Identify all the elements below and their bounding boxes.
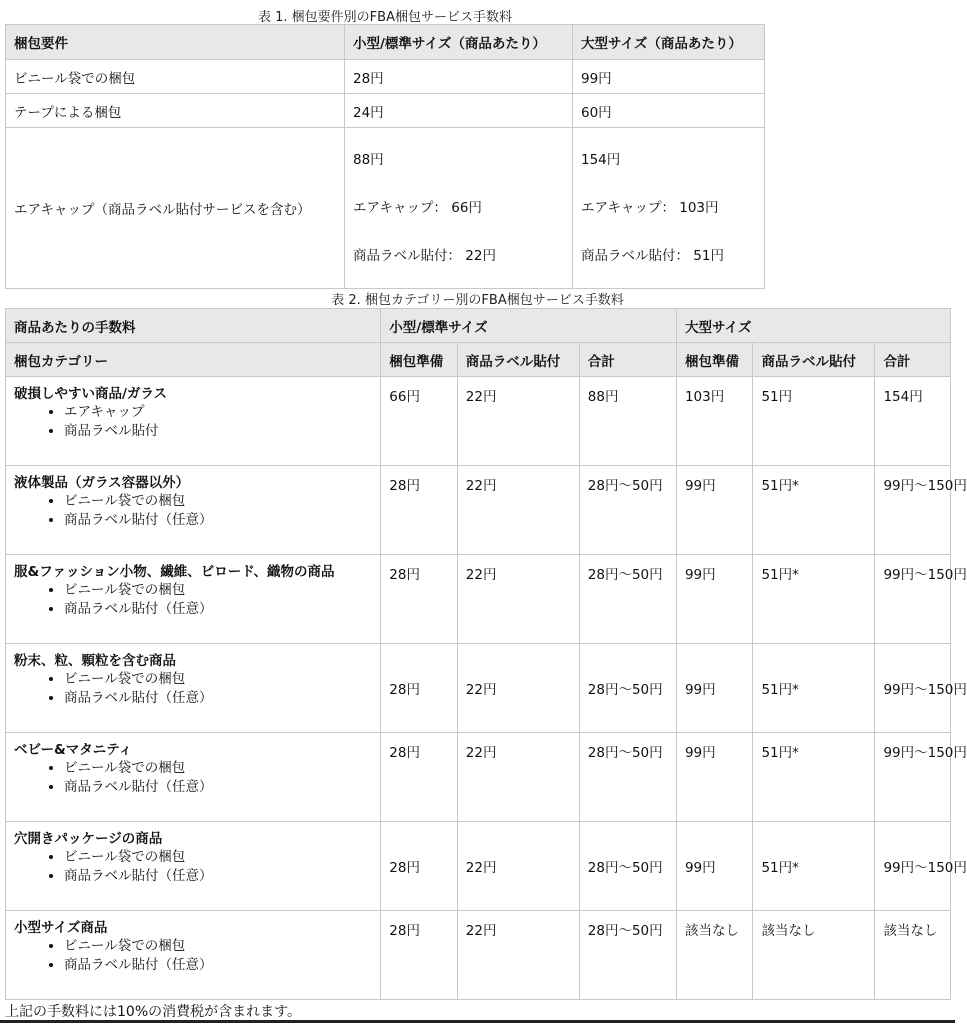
table-row	[6, 644, 951, 733]
list-item: • 商品ラベル貼付	[64, 422, 376, 441]
large-total-cell: 154円	[875, 377, 951, 466]
list-item: • 商品ラベル貼付（任意）	[64, 778, 376, 797]
small-fee-cell: 24円	[345, 94, 573, 128]
category-cell	[6, 822, 381, 911]
small-fee-breakdown	[345, 128, 573, 289]
header-small-standard: 小型/標準サイズ（商品あたり）	[345, 25, 573, 60]
large-label-cell: 51円*	[753, 733, 875, 822]
small-label-cell: 22円	[457, 911, 579, 1000]
category-cell	[6, 555, 381, 644]
category-name: 粉末、粒、顆粒を含む商品	[14, 653, 176, 669]
header-small-label: 商品ラベル貼付	[457, 343, 579, 377]
list-item: • ビニール袋での梱包	[64, 670, 376, 689]
list-item: • 商品ラベル貼付（任意）	[64, 689, 376, 708]
large-label-cell: 51円*	[753, 466, 875, 555]
large-total-cell: 99円〜150円	[875, 733, 951, 822]
large-prep-cell: 99円	[676, 822, 753, 911]
list-item: • エアキャップ	[64, 403, 376, 422]
table-row	[6, 466, 951, 555]
header-fee-per-item: 商品あたりの手数料	[6, 309, 381, 343]
header-small-total: 合計	[579, 343, 676, 377]
large-label-fee: 商品ラベル貼付： 51円	[581, 248, 724, 264]
large-total: 154円	[581, 152, 621, 168]
header-large-total: 合計	[875, 343, 951, 377]
small-prep-cell: 28円	[381, 644, 458, 733]
table2-caption: 表 2. 梱包カテゴリー別のFBA梱包サービス手数料	[331, 293, 624, 308]
large-prep-cell: 99円	[676, 555, 753, 644]
category-cell	[6, 377, 381, 466]
category-bullets	[14, 581, 376, 619]
category-bullets	[14, 492, 376, 530]
category-bullets	[14, 670, 376, 708]
large-total-cell: 99円〜150円	[875, 822, 951, 911]
small-total-cell: 28円〜50円	[579, 644, 676, 733]
large-label-cell: 51円*	[753, 644, 875, 733]
list-item: • ビニール袋での梱包	[64, 492, 376, 511]
large-prep-cell: 99円	[676, 733, 753, 822]
small-fee-cell: 28円	[345, 60, 573, 94]
small-total-cell: 28円〜50円	[579, 822, 676, 911]
small-prep-cell: 28円	[381, 733, 458, 822]
small-total-cell: 28円〜50円	[579, 911, 676, 1000]
small-label-cell: 22円	[457, 555, 579, 644]
table-row	[6, 733, 951, 822]
large-bubble-fee: エアキャップ： 103円	[581, 200, 719, 216]
large-total-cell: 99円〜150円	[875, 555, 951, 644]
small-total-cell: 28円〜50円	[579, 733, 676, 822]
header-category: 梱包カテゴリー	[6, 343, 381, 377]
large-prep-cell: 103円	[676, 377, 753, 466]
header-large-label: 商品ラベル貼付	[753, 343, 875, 377]
small-label-cell: 22円	[457, 822, 579, 911]
large-fee-breakdown	[573, 128, 765, 289]
small-prep-cell: 28円	[381, 466, 458, 555]
packaging-requirement-fee-table	[5, 24, 765, 289]
large-prep-cell: 該当なし	[676, 911, 753, 1000]
large-total-cell: 該当なし	[875, 911, 951, 1000]
list-item: • ビニール袋での梱包	[64, 759, 376, 778]
large-label-cell: 51円*	[753, 822, 875, 911]
small-total-cell: 88円	[579, 377, 676, 466]
list-item: • ビニール袋での梱包	[64, 581, 376, 600]
list-item: • ビニール袋での梱包	[64, 937, 376, 956]
requirement-cell: エアキャップ（商品ラベル貼付サービスを含む）	[6, 128, 345, 289]
category-name: 小型サイズ商品	[14, 920, 108, 936]
small-prep-cell: 66円	[381, 377, 458, 466]
small-label-cell: 22円	[457, 644, 579, 733]
table1-caption: 表 1. 梱包要件別のFBA梱包サービス手数料	[258, 10, 512, 25]
category-bullets	[14, 403, 376, 441]
category-name: ベビー&マタニティ	[14, 742, 133, 758]
header-packaging-requirement: 梱包要件	[6, 25, 345, 60]
large-prep-cell: 99円	[676, 466, 753, 555]
small-label-cell: 22円	[457, 377, 579, 466]
category-name: 破損しやすい商品/ガラス	[14, 386, 168, 402]
category-name: 穴開きパッケージの商品	[14, 831, 163, 847]
requirement-cell: ビニール袋での梱包	[6, 60, 345, 94]
table-row	[6, 911, 951, 1000]
small-prep-cell: 28円	[381, 555, 458, 644]
small-prep-cell: 28円	[381, 822, 458, 911]
small-prep-cell: 28円	[381, 911, 458, 1000]
category-bullets	[14, 848, 376, 886]
table2-header-row-1	[6, 309, 951, 343]
large-fee-cell: 99円	[573, 60, 765, 94]
category-cell	[6, 644, 381, 733]
large-label-cell: 51円	[753, 377, 875, 466]
requirement-cell: テープによる梱包	[6, 94, 345, 128]
list-item: • 商品ラベル貼付（任意）	[64, 511, 376, 530]
small-total-cell: 28円〜50円	[579, 555, 676, 644]
category-cell	[6, 911, 381, 1000]
large-fee-cell: 60円	[573, 94, 765, 128]
small-bubble-fee: エアキャップ： 66円	[353, 200, 482, 216]
tax-footnote: 上記の手数料には10%の消費税が含まれます。	[5, 1004, 301, 1020]
list-item: • ビニール袋での梱包	[64, 848, 376, 867]
table-row	[6, 555, 951, 644]
header-small-prep: 梱包準備	[381, 343, 458, 377]
large-label-cell: 該当なし	[753, 911, 875, 1000]
bottom-divider	[0, 1020, 955, 1023]
header-large-prep: 梱包準備	[676, 343, 753, 377]
header-large-size: 大型サイズ	[676, 309, 950, 343]
category-name: 液体製品（ガラス容器以外）	[14, 475, 190, 491]
table-row	[6, 377, 951, 466]
list-item: • 商品ラベル貼付（任意）	[64, 600, 376, 619]
table2-header-row-2	[6, 343, 951, 377]
small-label-fee: 商品ラベル貼付： 22円	[353, 248, 496, 264]
small-label-cell: 22円	[457, 733, 579, 822]
header-large: 大型サイズ（商品あたり）	[573, 25, 765, 60]
category-name: 服&ファッション小物、繊維、ビロード、織物の商品	[14, 564, 335, 580]
small-total-cell: 28円〜50円	[579, 466, 676, 555]
small-total: 88円	[353, 152, 384, 168]
category-cell	[6, 466, 381, 555]
category-bullets	[14, 759, 376, 797]
list-item: • 商品ラベル貼付（任意）	[64, 867, 376, 886]
large-prep-cell: 99円	[676, 644, 753, 733]
table-row	[6, 60, 765, 94]
large-total-cell: 99円〜150円	[875, 644, 951, 733]
list-item: • 商品ラベル貼付（任意）	[64, 956, 376, 975]
category-cell	[6, 733, 381, 822]
table-row	[6, 822, 951, 911]
small-label-cell: 22円	[457, 466, 579, 555]
table1-header-row	[6, 25, 765, 60]
table-row	[6, 128, 765, 289]
large-label-cell: 51円*	[753, 555, 875, 644]
table-row	[6, 94, 765, 128]
large-total-cell: 99円〜150円	[875, 466, 951, 555]
category-bullets	[14, 937, 376, 975]
header-small-standard-size: 小型/標準サイズ	[381, 309, 677, 343]
packaging-category-fee-table	[5, 308, 967, 1000]
